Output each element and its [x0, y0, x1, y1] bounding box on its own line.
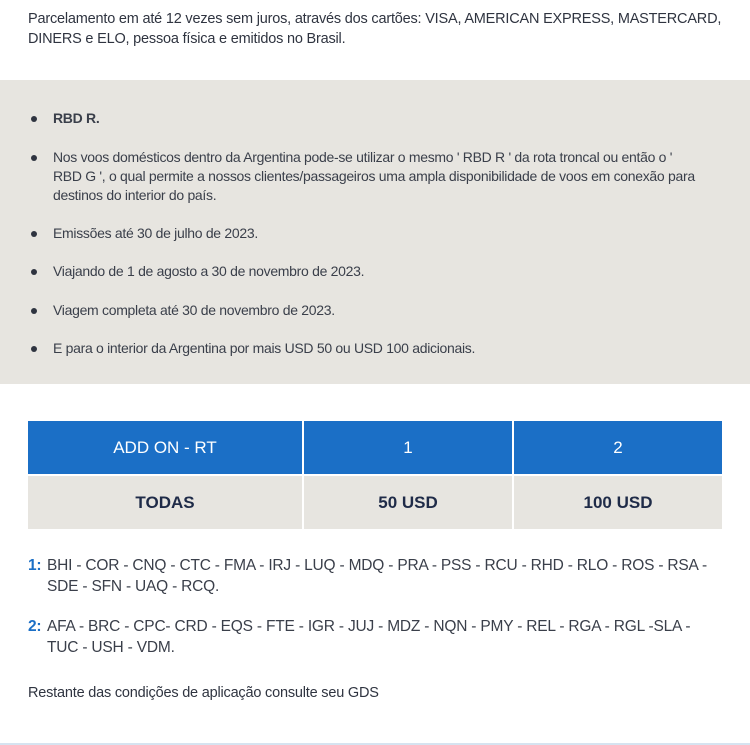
condition-travel-period: Viajando de 1 de agosto a 30 de novembro de 2023.	[53, 262, 703, 281]
addon-fare-table	[28, 421, 722, 529]
gds-note: Restante das condições de aplicação consulte seu GDS	[28, 685, 379, 701]
group-1-label: 1:	[28, 557, 42, 574]
conditions-panel	[0, 80, 750, 384]
destination-group-2	[28, 616, 708, 658]
condition-issue-date: Emissões até 30 de julho de 2023.	[53, 224, 703, 243]
condition-complete-travel: Viagem completa até 30 de novembro de 2023.	[53, 301, 703, 320]
group-1-destinations: BHI - COR - CNQ - CTC - FMA - IRJ - LUQ - MDQ - PRA - PSS - RCU - RHD - RLO - ROS - RSA - SDE - SFN - UAQ - RCQ.	[47, 557, 707, 595]
condition-rbd: RBD R.	[53, 109, 703, 128]
cell-price-group-1: 50 USD	[303, 475, 513, 529]
condition-interior-surcharge: E para o interior da Argentina por mais USD 50 ou USD 100 adicionais.	[53, 339, 703, 358]
table-row	[28, 475, 722, 529]
header-group-2: 2	[513, 421, 722, 475]
condition-domestic-flights: Nos voos domésticos dentro da Argentina pode-se utilizar o mesmo ' RBD R ' da rota troncal ou então o ' RBD G ', o qual permite a nossos clientes/passageiros uma ampla disponibilidade de voos em conexão para destinos do interior do país.	[53, 148, 703, 205]
header-addon-rt: ADD ON - RT	[28, 421, 303, 475]
group-2-destinations: AFA - BRC - CPC- CRD - EQS - FTE - IGR - JUJ - MDZ - NQN - PMY - REL - RGA - RGL -SLA - TUC - USH - VDM.	[47, 618, 691, 656]
installments-note: Parcelamento em até 12 vezes sem juros, através dos cartões: VISA, AMERICAN EXPRESS, MASTERCARD, DINERS e ELO, pessoa física e emitidos no Brasil.	[28, 11, 722, 47]
destination-group-1	[28, 555, 708, 597]
cell-todas: TODAS	[28, 475, 303, 529]
header-group-1: 1	[303, 421, 513, 475]
cell-price-group-2: 100 USD	[513, 475, 722, 529]
table-header-row	[28, 421, 722, 475]
group-2-label: 2:	[28, 618, 42, 635]
